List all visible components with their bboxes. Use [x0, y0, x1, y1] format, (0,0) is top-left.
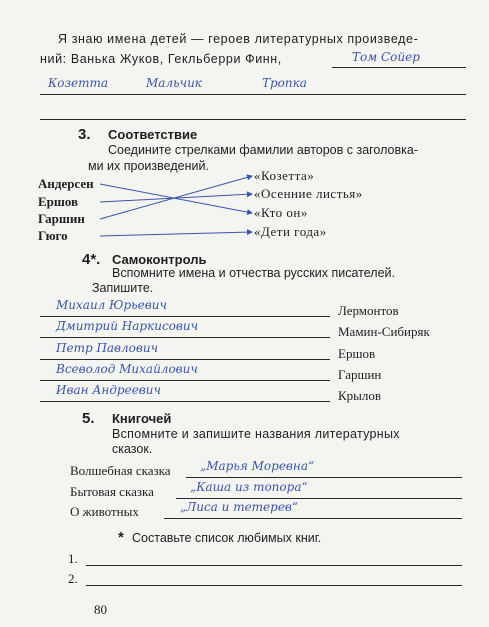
section-title: Самоконтроль — [112, 252, 207, 267]
match-arrow — [100, 184, 252, 213]
writer-surname: Лермонтов — [338, 303, 399, 318]
list-number: 2. — [68, 571, 78, 586]
answer-line — [176, 498, 462, 499]
handwritten-answer: Иван Андреевич — [56, 383, 161, 397]
answer-line — [40, 380, 330, 381]
writer-surname: Крылов — [338, 388, 382, 403]
answer-line — [164, 518, 462, 519]
match-arrow — [100, 194, 252, 202]
work-kozetta: «Козетта» — [254, 168, 315, 183]
answer-line — [40, 359, 330, 360]
answer-line — [86, 565, 462, 566]
writer-surname: Гаршин — [338, 367, 382, 382]
handwritten-answer: „Марья Моревна“ — [200, 459, 315, 473]
author-ershov: Ершов — [38, 194, 79, 209]
section-number: 4*. — [82, 251, 101, 268]
handwritten-answer: Дмитрий Наркисович — [56, 319, 199, 333]
instruction-text: Вспомните и запишите названия литературных — [112, 427, 400, 441]
intro-line-1: Я знаю имена детей — героев литературных произведе- — [58, 32, 419, 46]
match-arrow — [100, 176, 252, 219]
handwritten-answer: Михаил Юрьевич — [56, 298, 167, 312]
section-title: Соответствие — [108, 127, 198, 142]
star-marker: * — [118, 529, 124, 546]
instruction-text: сказок. — [112, 442, 153, 456]
work-osennie-listya: «Осенние листья» — [254, 186, 363, 201]
answer-line — [86, 585, 462, 586]
handwritten-answer: Козетта — [48, 76, 109, 90]
author-andersen: Андерсен — [38, 176, 94, 191]
handwritten-answer: Том Сойер — [352, 50, 420, 64]
instruction-text: ми их произведений. — [88, 159, 209, 173]
instruction-text: Запишите. — [92, 281, 154, 295]
tale-type-label: О животных — [70, 504, 139, 519]
handwritten-answer: Тропка — [262, 76, 307, 90]
page-number: 80 — [94, 602, 107, 617]
section-number: 3. — [78, 126, 91, 143]
section-number: 5. — [82, 410, 95, 427]
match-arrow — [100, 232, 252, 236]
intro-line-2: ний: Ванька Жуков, Гекльберри Финн, — [40, 52, 282, 66]
answer-line — [40, 337, 330, 338]
handwritten-answer: Мальчик — [146, 76, 202, 90]
answer-line — [40, 119, 466, 120]
instruction-text: Вспомните имена и отчества русских писателей. — [112, 266, 395, 280]
handwritten-answer: Всеволод Михайлович — [56, 362, 198, 376]
handwritten-answer: Петр Павлович — [56, 341, 159, 355]
handwritten-answer: „Лиса и тетерев“ — [180, 500, 299, 514]
tale-type-label: Бытовая сказка — [70, 484, 154, 499]
answer-line — [40, 94, 466, 95]
answer-line — [40, 401, 330, 402]
writer-surname: Ершов — [338, 346, 376, 361]
work-kto-on: «Кто он» — [254, 205, 308, 220]
instruction-text: Соедините стрелками фамилии авторов с заголовка- — [108, 143, 418, 157]
work-deti-goda: «Дети года» — [254, 224, 327, 239]
handwritten-answer: „Каша из топора“ — [190, 480, 308, 494]
answer-line — [332, 67, 466, 68]
favorites-title: Составьте список любимых книг. — [132, 531, 322, 545]
section-title: Книгочей — [112, 411, 172, 426]
answer-line — [40, 316, 330, 317]
writer-surname: Мамин-Сибиряк — [338, 324, 430, 339]
author-garshin: Гаршин — [38, 211, 85, 226]
tale-type-label: Волшебная сказка — [70, 463, 171, 478]
answer-line — [186, 477, 462, 478]
author-hugo: Гюго — [38, 228, 68, 243]
list-number: 1. — [68, 551, 78, 566]
